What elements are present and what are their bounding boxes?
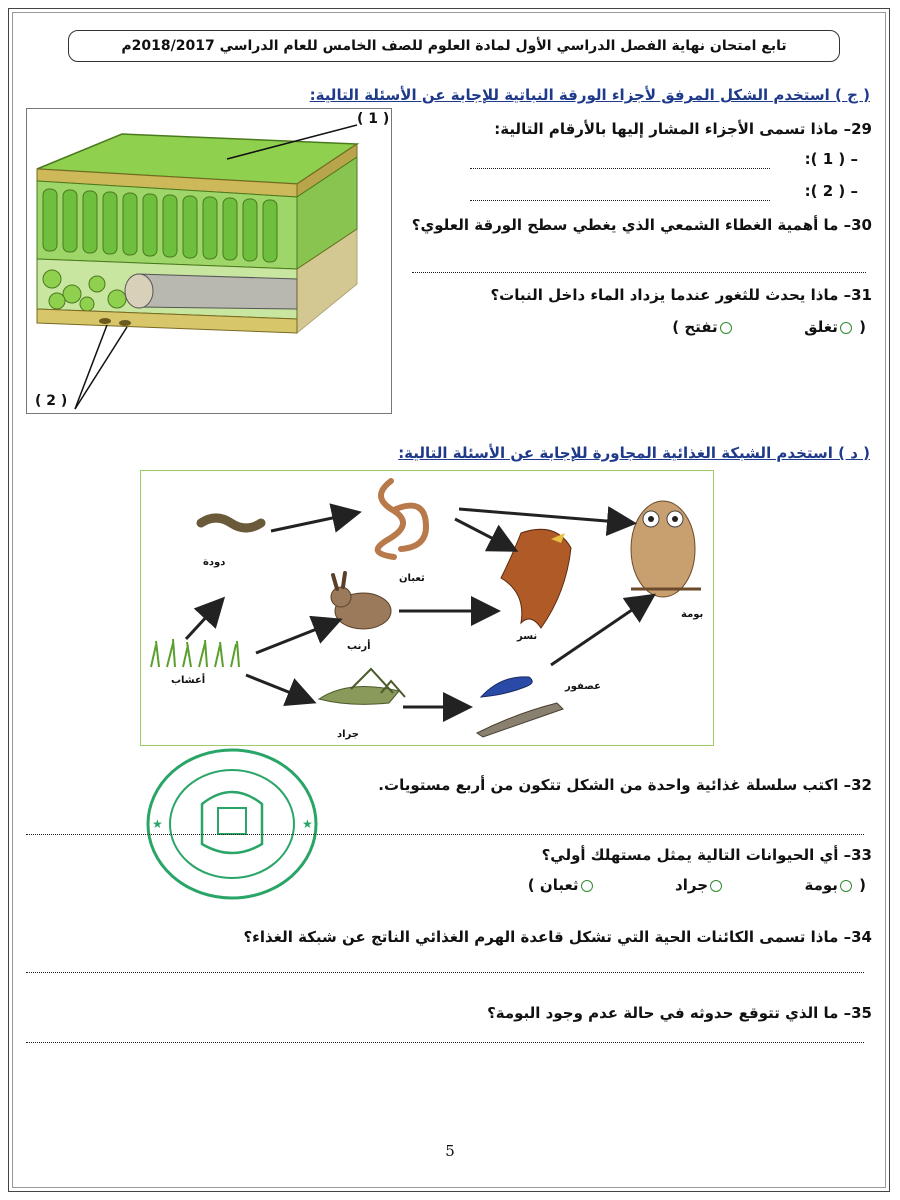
q29-item-2: – ( 2 ): (804, 182, 858, 200)
eagle-icon (501, 529, 571, 628)
question-29: 29– ماذا تسمى الأجزاء المشار إليها بالأرقام التالية: (494, 120, 872, 138)
q29-answer-line-1[interactable] (470, 168, 770, 169)
school-stamp-seal (142, 744, 322, 904)
q30-answer-line[interactable] (412, 272, 866, 273)
snake-icon (378, 481, 426, 557)
sparrow-icon (477, 677, 563, 737)
question-30: 30– ما أهمية الغطاء الشمعي الذي يغطي سطح الورقة العلوي؟ (411, 216, 872, 234)
web-label-snake: ثعبان (399, 573, 425, 584)
svg-text:★: ★ (302, 817, 313, 831)
question-33: 33– أي الحيوانات التالية يمثل مستهلك أولي؟ (541, 846, 872, 864)
q29-item-1: – ( 1 ): (804, 150, 858, 168)
web-label-eagle: نسر (517, 631, 538, 642)
question-35: 35– ما الذي تتوقع حدوثه في حالة عدم وجود البومة؟ (487, 1004, 872, 1022)
q32-answer-line[interactable] (26, 834, 864, 835)
rabbit-icon (331, 573, 391, 629)
q33-open-paren: ( (859, 876, 866, 894)
q31-option1-radio[interactable] (840, 322, 852, 334)
q31-option2-label: تفتح (684, 318, 718, 336)
q33-option3-label: ثعبان (539, 876, 579, 894)
q31-option2-radio[interactable] (720, 322, 732, 334)
svg-text:★: ★ (152, 817, 163, 831)
q33-option1-radio[interactable] (840, 880, 852, 892)
web-label-rabbit: أرنب (347, 641, 371, 652)
q31-option1-label: تغلق (804, 318, 838, 336)
exam-header (68, 30, 840, 62)
worm-icon (201, 518, 261, 528)
web-label-owl: بومة (681, 609, 704, 620)
web-label-sparrow: عصفور (565, 681, 601, 692)
q35-answer-line[interactable] (26, 1042, 864, 1043)
q33-options (528, 876, 866, 894)
web-label-worm: دودة (203, 557, 226, 568)
q33-close-paren: ) (527, 876, 535, 894)
question-31: 31– ماذا يحدث للثغور عندما يزداد الماء داخل النبات؟ (490, 286, 872, 304)
question-32: 32– اكتب سلسلة غذائية واحدة من الشكل تتكون من أربع مستويات. (378, 776, 872, 794)
q33-option2-label: جراد (675, 876, 709, 894)
section-c-title: ( ج ) استخدم الشكل المرفق لأجزاء الورقة النباتية للإجابة عن الأسئلة التالية: (309, 86, 870, 104)
owl-icon (631, 501, 701, 597)
figure-label-2: ( 2 ) (35, 393, 68, 409)
leaf-cross-section-figure (26, 108, 392, 414)
q34-answer-line[interactable] (26, 972, 864, 973)
food-web-diagram (141, 471, 715, 747)
figure-label-1: ( 1 ) (357, 111, 390, 127)
q31-open-paren: ( (859, 318, 866, 336)
q33-option2-radio[interactable] (710, 880, 722, 892)
q29-answer-line-2[interactable] (470, 200, 770, 201)
grass-icon (151, 639, 239, 667)
page-number: 5 (445, 1142, 455, 1160)
web-label-grass: أعشاب (171, 675, 206, 686)
q31-options (672, 318, 866, 336)
section-d-title: ( د ) استخدم الشبكة الغذائية المجاورة للإجابة عن الأسئلة التالية: (398, 444, 870, 462)
q31-close-paren: ) (672, 318, 680, 336)
question-34: 34– ماذا تسمى الكائنات الحية التي تشكل قاعدة الهرم الغذائي الناتج عن شبكة الغذاء؟ (243, 928, 872, 946)
q33-option3-radio[interactable] (581, 880, 593, 892)
web-label-grasshopper: جراد (337, 729, 359, 740)
food-web-arrows (186, 509, 651, 707)
exam-header-title: تابع امتحان نهاية الفصل الدراسي الأول لمادة العلوم للصف الخامس للعام الدراسي 2018/2017م (121, 38, 787, 54)
q33-option1-label: بومة (804, 876, 838, 894)
food-web-figure (140, 470, 714, 746)
grasshopper-icon (319, 669, 405, 704)
leaf-diagram (27, 109, 393, 415)
